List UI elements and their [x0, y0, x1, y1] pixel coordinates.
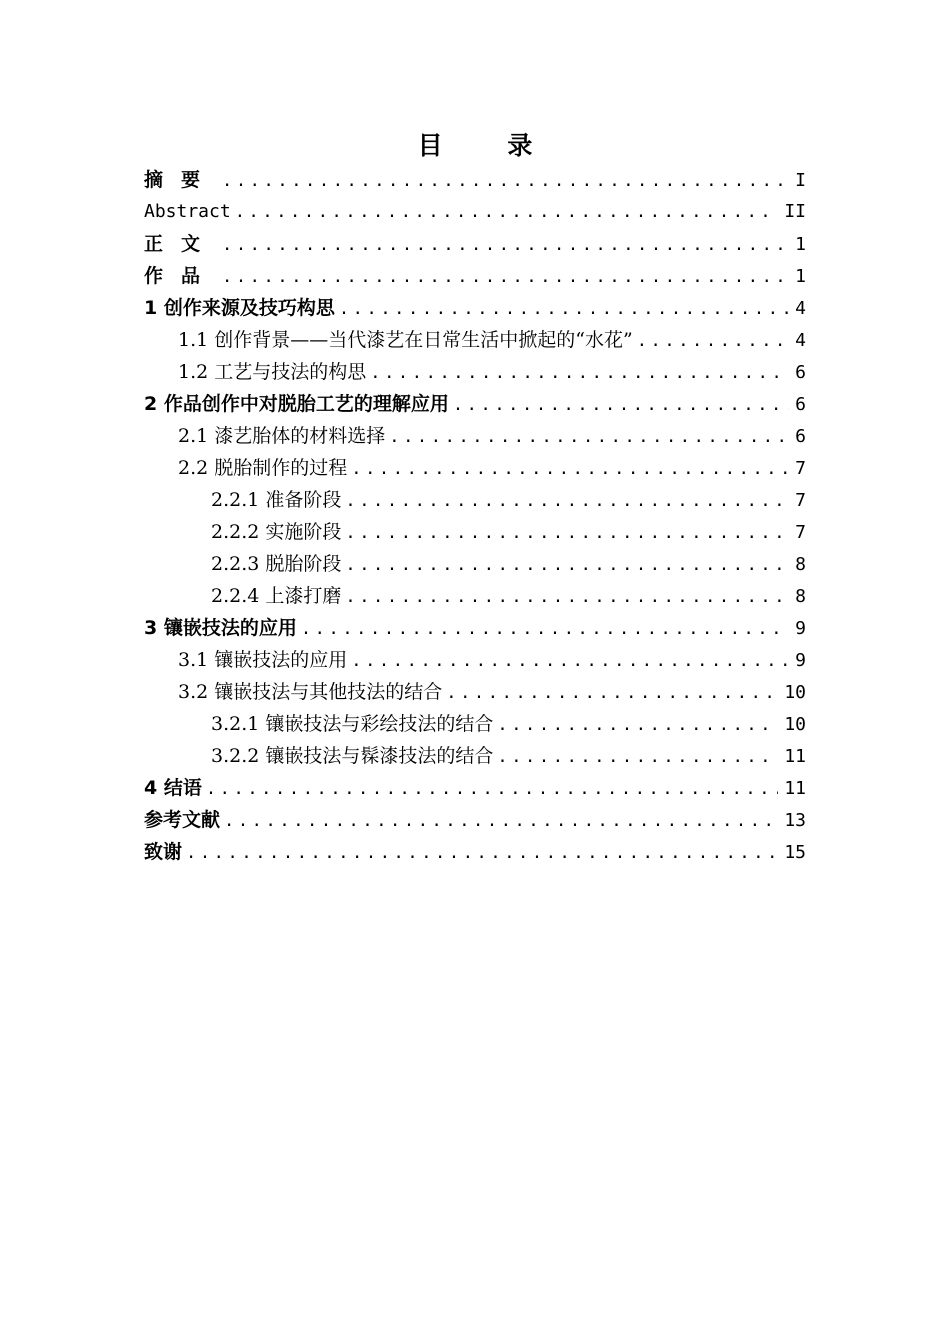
toc-entry-page: 8	[795, 586, 806, 607]
toc-entry-section-3-2-1[interactable]	[144, 708, 806, 740]
toc-entry-page: 11	[784, 746, 806, 767]
toc-entry-page: 11	[784, 778, 806, 799]
toc-entry-label: 摘要	[144, 169, 219, 191]
toc-entry-references[interactable]	[144, 804, 806, 836]
toc-entry-chapter-2[interactable]	[144, 388, 806, 420]
toc-leader-dots	[345, 581, 789, 613]
toc-leader-dots	[345, 549, 789, 581]
toc-entry-page: II	[784, 201, 806, 222]
toc-entry-label: 作品	[144, 265, 219, 287]
toc-entry-label: 3.2.2 镶嵌技法与髹漆技法的结合	[211, 745, 494, 767]
toc-entry-label: 2.2.2 实施阶段	[211, 521, 342, 543]
toc-entry-page: 8	[795, 554, 806, 575]
toc-leader-dots	[222, 229, 789, 261]
toc-leader-dots	[206, 773, 778, 805]
toc-entry-label: 1 创作来源及技巧构思	[144, 297, 335, 319]
toc-leader-dots	[186, 837, 778, 869]
toc-entry-label: 致谢	[144, 841, 183, 863]
toc-entry-section-1-2[interactable]	[144, 356, 806, 388]
toc-entry-chapter-4[interactable]	[144, 772, 806, 804]
toc-leader-dots	[235, 196, 779, 228]
toc-entry-abstract-cn[interactable]	[144, 164, 806, 196]
toc-entry-page: 10	[784, 714, 806, 735]
toc-leader-dots	[301, 613, 789, 645]
toc-entry-label: 3 镶嵌技法的应用	[144, 617, 297, 639]
toc-leader-dots	[351, 453, 789, 485]
toc-entry-section-2-2-2[interactable]	[144, 516, 806, 548]
toc-entry-section-2-1[interactable]	[144, 420, 806, 452]
toc-entry-section-2-2[interactable]	[144, 452, 806, 484]
toc-entry-label: 参考文献	[144, 809, 221, 831]
toc-entry-main-text[interactable]	[144, 228, 806, 260]
toc-leader-dots	[446, 677, 778, 709]
toc-entry-label: 正文	[144, 233, 219, 255]
toc-entry-label: 2.2.4 上漆打磨	[211, 585, 342, 607]
toc-entry-label: 2.2 脱胎制作的过程	[178, 457, 348, 479]
toc-entry-page: 9	[795, 618, 806, 639]
toc-leader-dots	[222, 261, 789, 293]
toc-leader-dots	[345, 485, 789, 517]
toc-entry-page: 4	[795, 330, 806, 351]
toc-entry-page: 1	[795, 234, 806, 255]
toc-entry-chapter-1[interactable]	[144, 292, 806, 324]
toc-entry-section-3-2[interactable]	[144, 676, 806, 708]
toc-entry-label: 1.1 创作背景——当代漆艺在日常生活中掀起的“水花”	[178, 329, 633, 351]
toc-entry-label: 2 作品创作中对脱胎工艺的理解应用	[144, 393, 449, 415]
toc-entry-label: 3.1 镶嵌技法的应用	[178, 649, 348, 671]
toc-entry-abstract-en[interactable]	[144, 196, 806, 228]
toc-entry-label: 4 结语	[144, 777, 202, 799]
toc-entry-page: 15	[784, 842, 806, 863]
toc-entry-section-3-1[interactable]	[144, 644, 806, 676]
toc-entry-page: 7	[795, 490, 806, 511]
toc-entry-section-2-2-3[interactable]	[144, 548, 806, 580]
toc-entry-label: 2.1 漆艺胎体的材料选择	[178, 425, 386, 447]
toc-entry-section-1-1[interactable]	[144, 324, 806, 356]
toc-leader-dots	[497, 709, 778, 741]
toc-leader-dots	[453, 389, 789, 421]
toc-entry-page: 6	[795, 394, 806, 415]
toc-entry-label: 1.2 工艺与技法的构思	[178, 361, 367, 383]
toc-leader-dots	[389, 421, 789, 453]
toc-entry-page: 13	[784, 810, 806, 831]
toc-leader-dots	[497, 741, 778, 773]
toc-entry-page: 6	[795, 426, 806, 447]
toc-entry-label: 3.2.1 镶嵌技法与彩绘技法的结合	[211, 713, 494, 735]
toc-entry-section-2-2-1[interactable]	[144, 484, 806, 516]
toc-leader-dots	[222, 165, 789, 197]
toc-entry-page: 7	[795, 458, 806, 479]
toc-entry-page: 10	[784, 682, 806, 703]
toc-entry-page: 7	[795, 522, 806, 543]
table-of-contents	[144, 164, 806, 868]
toc-entry-page: 9	[795, 650, 806, 671]
toc-entry-label: 3.2 镶嵌技法与其他技法的结合	[178, 681, 443, 703]
toc-entry-page: 4	[795, 298, 806, 319]
toc-leader-dots	[339, 293, 789, 325]
toc-entry-page: 6	[795, 362, 806, 383]
toc-title: 目 录	[417, 131, 561, 160]
toc-entry-section-2-2-4[interactable]	[144, 580, 806, 612]
toc-leader-dots	[637, 325, 789, 357]
toc-entry-works[interactable]	[144, 260, 806, 292]
toc-entry-label: Abstract	[144, 201, 231, 222]
toc-entry-page: I	[795, 170, 806, 191]
toc-entry-acknowledgements[interactable]	[144, 836, 806, 868]
toc-entry-page: 1	[795, 266, 806, 287]
toc-leader-dots	[345, 517, 789, 549]
toc-leader-dots	[370, 357, 789, 389]
toc-entry-chapter-3[interactable]	[144, 612, 806, 644]
toc-entry-label: 2.2.3 脱胎阶段	[211, 553, 342, 575]
toc-leader-dots	[224, 805, 778, 837]
toc-leader-dots	[351, 645, 789, 677]
toc-entry-section-3-2-2[interactable]	[144, 740, 806, 772]
toc-entry-label: 2.2.1 准备阶段	[211, 489, 342, 511]
